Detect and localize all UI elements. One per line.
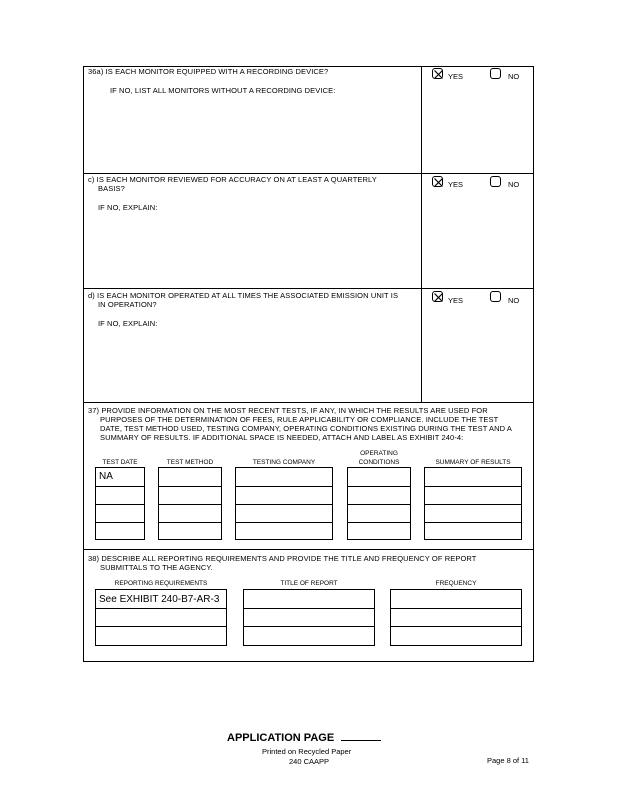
checkbox-column-divider — [421, 66, 422, 402]
col-reporting-requirements: REPORTING REQUIREMENTS — [114, 580, 208, 587]
question-36c-line2: BASIS? — [98, 184, 125, 193]
footer-title-text: APPLICATION PAGE — [227, 732, 335, 744]
col-frequency: FREQUENCY — [435, 580, 477, 587]
question-37-line3: DATE, TEST METHOD USED, TESTING COMPANY, OPERATING CONDITIONS EXISTING DURING THE TEST AND A — [100, 424, 513, 433]
check-x-icon — [433, 177, 444, 188]
footer-page: Page 8 of 11 — [487, 756, 529, 765]
col-test-date: TEST DATE — [102, 459, 138, 466]
frequency-box[interactable] — [390, 589, 522, 646]
col-testing-company: TESTING COMPANY — [252, 459, 316, 466]
testing-company-box[interactable] — [235, 467, 333, 540]
test-method-box[interactable] — [158, 467, 222, 540]
footer-printed: Printed on Recycled Paper — [262, 747, 352, 756]
form-frame — [83, 66, 534, 662]
col-test-method: TEST METHOD — [166, 459, 214, 466]
prompt-36a: IF NO, LIST ALL MONITORS WITHOUT A RECORDING DEVICE: — [110, 86, 336, 95]
yes-label-36a: YES — [448, 72, 464, 81]
checkbox-36d-yes[interactable] — [432, 291, 443, 302]
col-summary: SUMMARY OF RESULTS — [435, 459, 511, 466]
section-divider-36c — [83, 173, 534, 174]
question-37-line1: 37) PROVIDE INFORMATION ON THE MOST RECENT TESTS, IF ANY, IN WHICH THE RESULTS ARE USED FOR — [88, 406, 488, 415]
footer-title — [227, 732, 381, 744]
question-37-line2: PURPOSES OF THE DETERMINATION OF FEES, RULE APPLICABILITY OR COMPLIANCE. INCLUDE THE TEST — [100, 415, 499, 424]
section-divider-38 — [83, 549, 534, 550]
checkbox-36d-no[interactable] — [490, 291, 501, 302]
footer-form-id: 240 CAAPP — [289, 757, 330, 766]
question-38-line1: 38) DESCRIBE ALL REPORTING REQUIREMENTS AND PROVIDE THE TITLE AND FREQUENCY OF REPORT — [88, 554, 477, 563]
no-label-36c: NO — [508, 180, 520, 189]
question-36d-line2: IN OPERATION? — [98, 300, 157, 309]
yes-label-36d: YES — [448, 296, 464, 305]
reporting-requirements-entry: See EXHIBIT 240-B7-AR-3 — [99, 594, 220, 605]
operating-conditions-box[interactable] — [347, 467, 411, 540]
no-label-36d: NO — [508, 296, 520, 305]
prompt-36d: IF NO, EXPLAIN: — [98, 319, 158, 328]
col-operating-line1: OPERATING — [360, 450, 398, 457]
checkbox-36a-yes[interactable] — [432, 68, 443, 79]
question-38-line2: SUBMITTALS TO THE AGENCY. — [100, 563, 213, 572]
section-divider-36d — [83, 288, 534, 289]
col-title-of-report: TITLE OF REPORT — [280, 580, 338, 587]
checkbox-36a-no[interactable] — [490, 68, 501, 79]
col-operating-line2: CONDITIONS — [358, 459, 400, 466]
question-37-line4: SUMMARY OF RESULTS. IF ADDITIONAL SPACE IS NEEDED, ATTACH AND LABEL AS EXHIBIT 240-4: — [100, 433, 464, 442]
test-date-entry: NA — [99, 471, 113, 482]
prompt-36c: IF NO, EXPLAIN: — [98, 203, 158, 212]
yes-label-36c: YES — [448, 180, 464, 189]
no-label-36a: NO — [508, 72, 520, 81]
checkbox-36c-no[interactable] — [490, 176, 501, 187]
page-number-blank — [341, 740, 381, 741]
question-36d-line1: d) IS EACH MONITOR OPERATED AT ALL TIMES THE ASSOCIATED EMISSION UNIT IS — [88, 291, 399, 300]
check-x-icon — [433, 69, 444, 80]
question-36a: 36a) IS EACH MONITOR EQUIPPED WITH A RECORDING DEVICE? — [88, 67, 329, 76]
title-of-report-box[interactable] — [243, 589, 375, 646]
section-divider-37 — [83, 402, 534, 403]
check-x-icon — [433, 292, 444, 303]
question-36c-line1: c) IS EACH MONITOR REVIEWED FOR ACCURACY ON AT LEAST A QUARTERLY — [88, 175, 377, 184]
checkbox-36c-yes[interactable] — [432, 176, 443, 187]
summary-box[interactable] — [424, 467, 522, 540]
